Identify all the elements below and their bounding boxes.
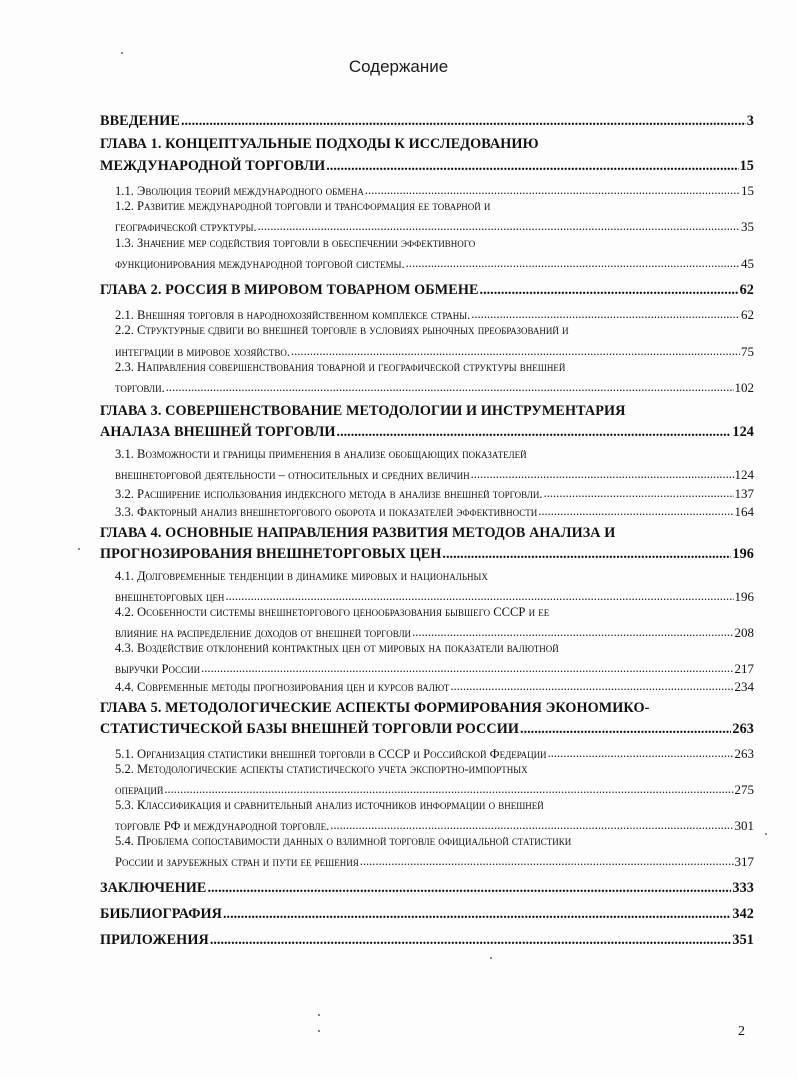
dot-leader [164,781,733,794]
toc-entry-title: АНАЛАЗА ВНЕШНЕЙ ТОРГОВЛИ [100,424,336,441]
toc-chapter-1[interactable] [100,156,754,173]
dot-leader [337,422,732,436]
toc-chapter-1-title[interactable]: ГЛАВА 1. КОНЦЕПТУАЛЬНЫЕ ПОДХОДЫ К ИССЛЕДОВАНИЮ [100,136,539,152]
toc-section-4-2-line1[interactable]: 4.2. Особенности системы внешнеторгового ценообразования бывшего СССР и ее [115,605,550,619]
dot-leader [471,306,740,319]
toc-section-5-3-line1[interactable]: 5.3. Классификация и сравнительный анализ источников информации о внешней [115,798,544,812]
toc-section-title: операций [115,782,164,797]
toc-entry-page: 196 [732,546,754,563]
toc-section-5-2-line1[interactable]: 5.2. Методологические аспекты статистического учета экспортно-импортных [115,762,528,776]
toc-section-title: интеграции в мировое хозяйство. [115,344,290,359]
toc-chapter-3[interactable] [100,422,754,439]
toc-section-title: географической структуры. [115,219,257,234]
toc-section-title: 4.4. Современные методы прогнозирования цен и курсов валют [115,679,450,694]
toc-entry-page: 124 [732,424,754,441]
dot-leader [223,904,731,918]
dot-leader [544,485,734,498]
toc-entry-appendices[interactable] [100,930,754,947]
toc-chapter-3-title[interactable]: ГЛАВА 3. СОВЕРШЕНСТВОВАНИЕ МЕТОДОЛОГИИ И ИНСТРУМЕНТАРИЯ [100,403,626,419]
toc-section-page: 208 [734,624,754,640]
toc-section-4-1[interactable] [115,588,754,603]
toc-section-page: 263 [734,745,754,761]
dot-leader [520,719,731,733]
dot-leader [548,745,734,758]
toc-entry-title: МЕЖДУНАРОДНОЙ ТОРГОВЛИ [100,158,326,175]
toc-section-page: 102 [734,379,754,395]
toc-section-page: 15 [741,182,754,198]
dot-leader [538,503,733,516]
scan-speck [121,52,123,54]
toc-section-page: 35 [741,218,754,234]
toc-section-page: 124 [734,466,754,482]
toc-entry-page: 62 [739,282,754,299]
scan-speck [318,1030,320,1032]
toc-section-page: 45 [741,255,754,271]
toc-section-page: 196 [734,588,754,604]
toc-entry-title: ПРИЛОЖЕНИЯ [100,932,209,949]
dot-leader [365,182,740,195]
dot-leader [181,111,746,125]
toc-section-title: влияние на распределение доходов от внешней торговли [115,625,412,640]
dot-leader [291,343,740,356]
toc-entry-page: 15 [739,158,754,175]
toc-section-4-2[interactable] [115,624,754,639]
toc-section-title: выручки России [115,661,201,676]
toc-section-5-2[interactable] [115,781,754,796]
toc-section-4-3[interactable] [115,660,754,675]
toc-section-page: 137 [734,485,754,501]
toc-section-page: 217 [734,660,754,676]
toc-section-title: 3.3. Факторный анализ внешнеторгового оборота и показателей эффективности [115,504,538,519]
toc-section-1-2[interactable] [115,218,754,233]
toc-section-5-3[interactable] [115,817,754,832]
toc-section-2-2[interactable] [115,343,754,358]
toc-section-title: 2.1. Внешняя торговля в народнохозяйственном комплексе страны. [115,307,471,322]
toc-entry-title: СТАТИСТИЧЕСКОЙ БАЗЫ ВНЕШНЕЙ ТОРГОВЛИ РОССИИ [100,721,520,738]
toc-entry-title: ПРОГНОЗИРОВАНИЯ ВНЕШНЕТОРГОВЫХ ЦЕН [100,546,442,563]
page-number: 2 [738,1024,745,1039]
dot-leader [406,255,740,268]
toc-entry-conclusion[interactable] [100,878,754,895]
dot-leader [207,878,731,892]
toc-section-4-3-line1[interactable]: 4.3. Воздействие отклонений контрактных цен от мировых на показатели валютной [115,641,559,655]
toc-section-title: России и зарубежных стран и пути ее решения [115,854,359,869]
toc-section-title: торговли. [115,380,165,395]
dot-leader [412,624,733,637]
toc-section-title: 5.1. Организация статистики внешней торговли в СССР и Российской Федерации [115,746,547,761]
toc-section-title: торговле РФ и международной торговле. [115,818,330,833]
scan-speck [78,548,80,550]
toc-section-1-2-line1[interactable]: 1.2. Развитие международной торговли и трансформация ее товарной и [115,199,491,213]
toc-entry-title: ЗАКЛЮЧЕНИЕ [100,880,207,897]
toc-entry-title: БИБЛИОГРАФИЯ [100,906,222,923]
toc-section-4-4[interactable] [115,678,754,693]
toc-section-4-1-line1[interactable]: 4.1. Долговременные тенденции в динамике мировых и национальных [115,569,488,583]
toc-section-5-1[interactable] [115,745,754,760]
toc-section-page: 62 [741,306,754,322]
toc-section-page: 75 [741,343,754,359]
toc-section-2-2-line1[interactable]: 2.2. Структурные сдвиги во внешней торговле в условиях рыночных преобразований и [115,323,569,337]
toc-section-2-3-line1[interactable]: 2.3. Направления совершенствования товарной и географической структуры внешней [115,360,566,374]
dot-leader [471,466,734,479]
toc-entry-bibliography[interactable] [100,904,754,921]
toc-section-3-1[interactable] [115,466,754,481]
toc-section-3-3[interactable] [115,503,754,518]
toc-entry-page: 351 [732,932,754,949]
toc-entry-page: 333 [732,880,754,897]
scan-speck [318,1014,320,1016]
toc-entry-page: 342 [732,906,754,923]
toc-section-page: 275 [734,781,754,797]
toc-section-title: 1.1. Эволюция теорий международного обмена [115,183,364,198]
toc-entry-intro[interactable] [100,111,754,128]
toc-chapter-5[interactable] [100,719,754,736]
toc-section-page: 301 [734,817,754,833]
dot-leader [480,280,739,294]
toc-section-title: функционирования международной торговой системы. [115,256,405,271]
dot-leader [201,660,733,673]
scan-speck [490,957,492,959]
dot-leader [258,218,740,231]
toc-section-title: 3.2. Расширение использования индексного метода в анализе внешней торговли. [115,486,543,501]
toc-chapter-4-title[interactable]: ГЛАВА 4. ОСНОВНЫЕ НАПРАВЛЕНИЯ РАЗВИТИЯ МЕТОДОВ АНАЛИЗА И [100,525,616,541]
toc-section-2-3[interactable] [115,379,754,394]
dot-leader [450,678,733,691]
toc-entry-title: ГЛАВА 2. РОССИЯ В МИРОВОМ ТОВАРНОМ ОБМЕНЕ [100,282,479,299]
dot-leader [442,544,731,558]
toc-section-3-1-line1[interactable]: 3.1. Возможности и границы применения в анализе обобщающих показателей [115,447,527,461]
toc-section-title: внешнеторговой деятельности – относительных и средних величин [115,467,470,482]
toc-section-2-1[interactable] [115,306,754,321]
toc-section-3-2[interactable] [115,485,754,500]
dot-leader [326,156,738,170]
toc-chapter-4[interactable] [100,544,754,561]
toc-section-1-1[interactable] [115,182,754,197]
toc-chapter-2[interactable] [100,280,754,297]
dot-leader [166,379,734,392]
toc-entry-title: ВВЕДЕНИЕ [100,113,180,130]
dot-leader [330,817,733,830]
toc-section-5-4[interactable] [115,853,754,868]
toc-chapter-5-title[interactable]: ГЛАВА 5. МЕТОДОЛОГИЧЕСКИЕ АСПЕКТЫ ФОРМИРОВАНИЯ ЭКОНОМИКО- [100,700,650,716]
toc-section-page: 164 [734,503,754,519]
toc-section-title: внешнеторговых цен [115,589,225,604]
toc-entry-page: 263 [732,721,754,738]
page-title: Содержание [348,57,449,76]
dot-leader [360,853,734,866]
toc-section-page: 234 [734,678,754,694]
scan-speck [765,833,767,835]
toc-section-page: 317 [734,853,754,869]
toc-section-5-4-line1[interactable]: 5.4. Проблема сопоставимости данных о взлимной торговле официальной статистики [115,834,572,848]
dot-leader [210,930,732,944]
toc-section-1-3[interactable] [115,255,754,270]
toc-entry-page: 3 [746,113,754,130]
toc-section-1-3-line1[interactable]: 1.3. Значение мер содействия торговли в обеспечении эффективного [115,236,476,250]
dot-leader [225,588,733,601]
